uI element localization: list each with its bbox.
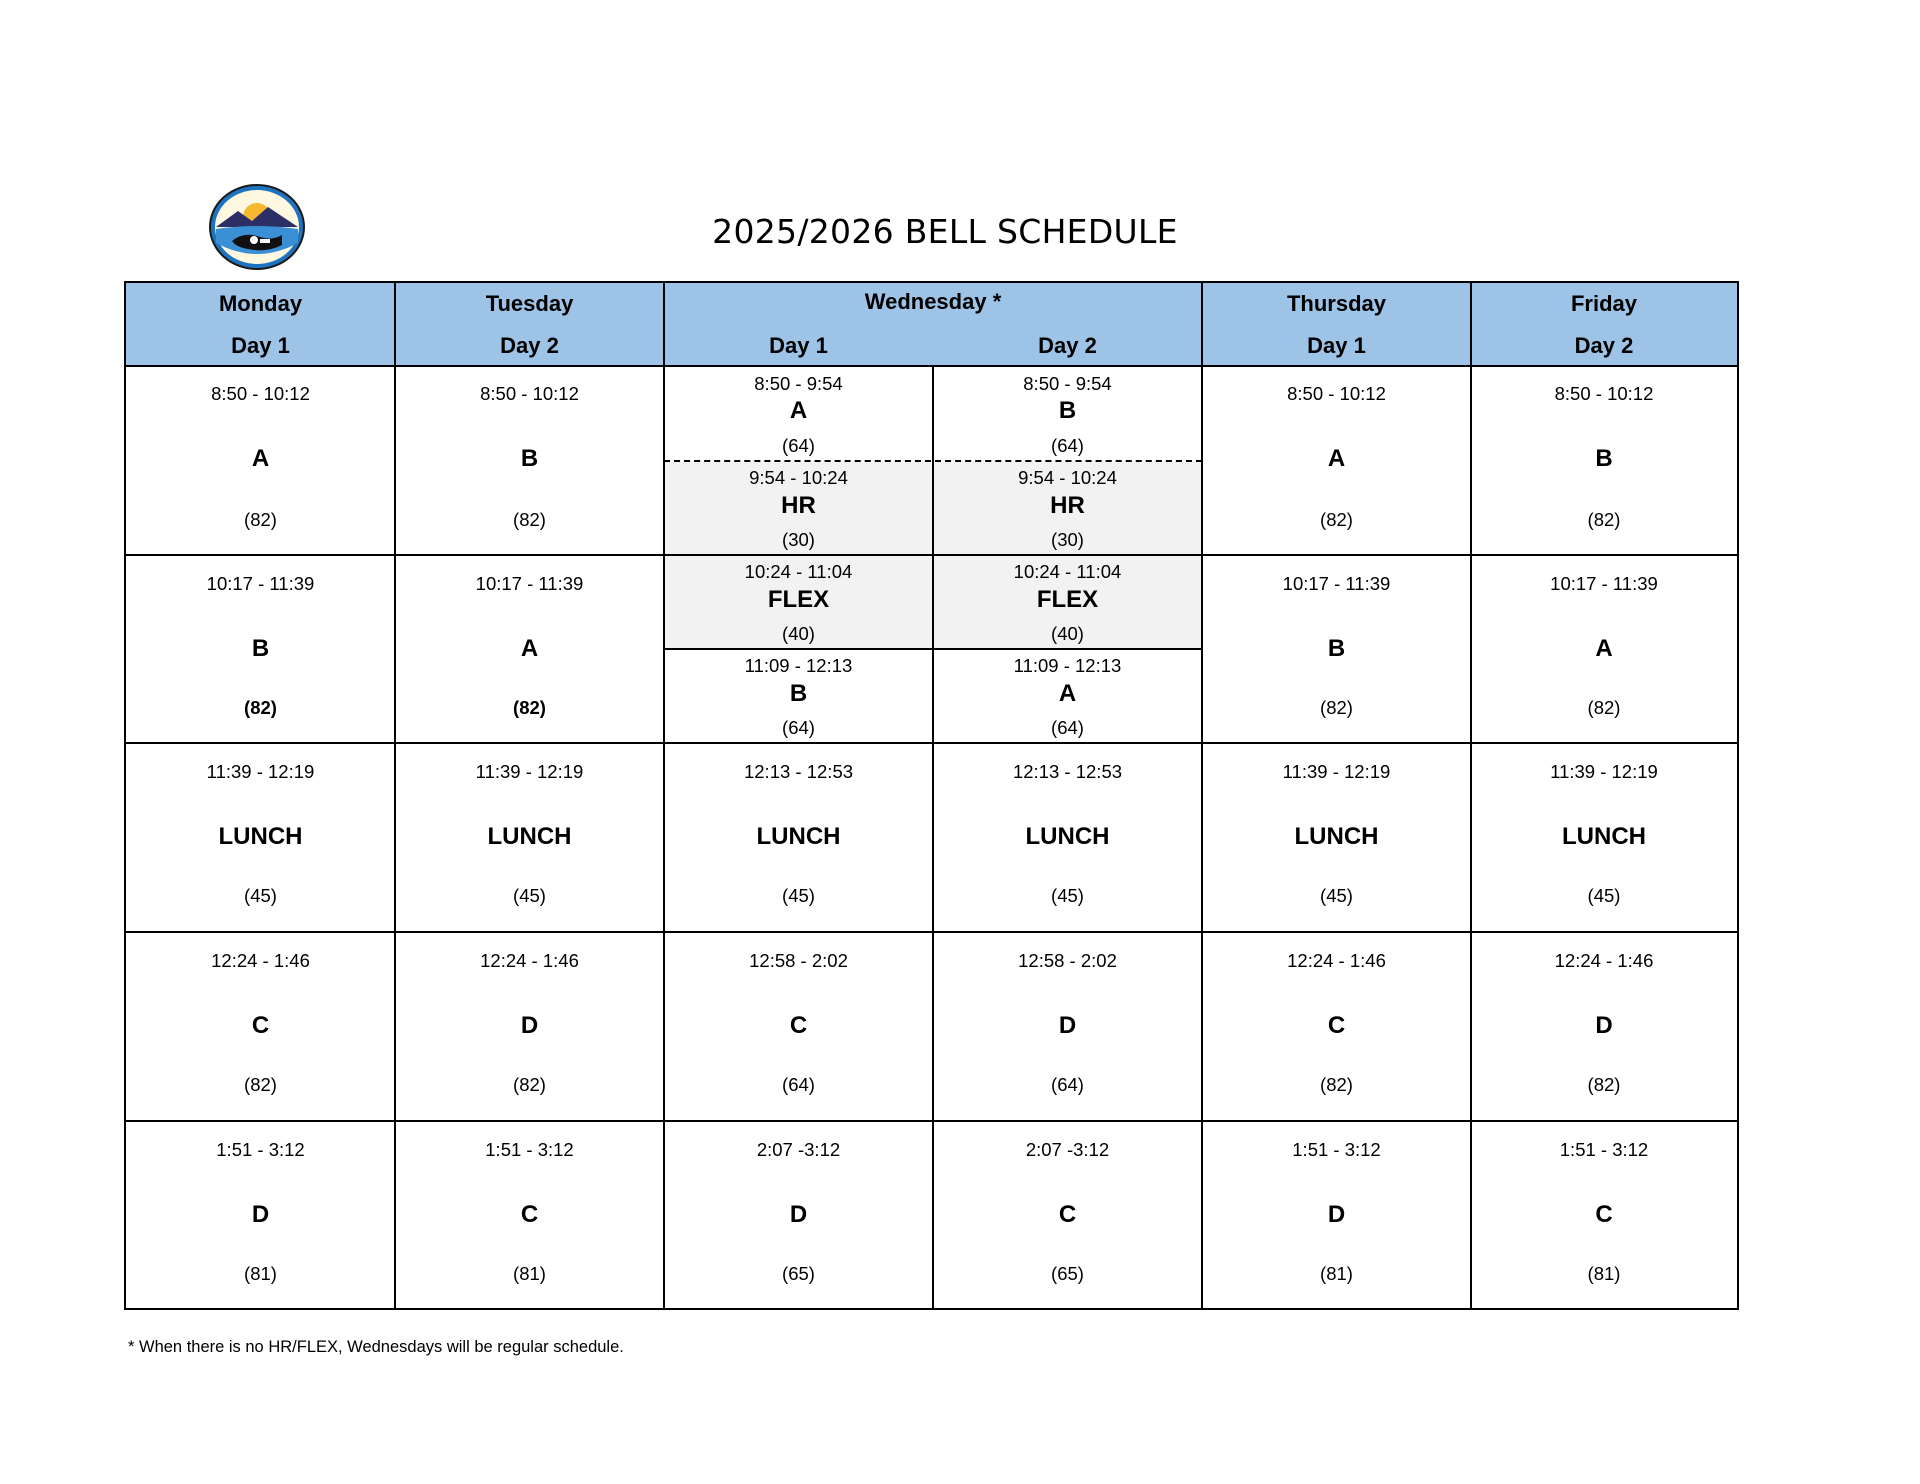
period-code: FLEX [767,586,830,613]
period-code: B [1327,635,1346,662]
period-minutes: (64) [782,717,815,738]
period-cell-wd1-r2 [664,743,933,932]
period-minutes: (81) [1587,1263,1621,1284]
period-cell-thu-r3 [1202,932,1471,1121]
period-minutes: (64) [782,435,815,456]
period-minutes: (82) [513,697,546,718]
bell-schedule-table [124,281,1739,1310]
period-minutes: (82) [1587,509,1621,530]
period-minutes: (81) [1320,1263,1353,1284]
period-cell-thu-r1 [1202,555,1471,743]
period-time: 11:09 - 12:13 [1013,655,1122,676]
grid-line [126,365,1737,367]
period-minutes: (45) [1320,885,1353,906]
period-code: C [520,1201,539,1228]
period-time: 1:51 - 3:12 [1559,1139,1649,1160]
period-minutes: (82) [1320,1074,1353,1095]
period-time: 2:07 -3:12 [1025,1139,1110,1160]
period-time: 2:07 -3:12 [756,1139,841,1160]
period-cell-fri-r3 [1471,932,1737,1121]
wed-day2-period-1 [933,367,1202,461]
period-minutes: (45) [513,885,546,906]
period-minutes: (64) [1051,435,1084,456]
period-code: LUNCH [218,823,303,850]
grid-line [663,283,665,1308]
wed-day1-homeroom [664,461,933,555]
period-cell-wd2-r2 [933,743,1202,932]
period-cell-thu-r4 [1202,1121,1471,1308]
period-code: B [789,680,808,707]
period-time: 11:09 - 12:13 [744,655,853,676]
period-time: 11:39 - 12:19 [1550,761,1658,782]
header-day-label: Thursday [1286,291,1387,316]
wed-day2-flex [933,555,1202,649]
period-time: 1:51 - 3:12 [1292,1139,1381,1160]
header-day-sub: Day 1 [769,333,828,358]
period-cell-wd1-r4 [664,1121,933,1308]
period-code: LUNCH [1025,823,1110,850]
period-code: C [251,1012,270,1039]
header-day-sub: Day 2 [500,333,559,358]
period-time: 9:54 - 10:24 [749,467,848,488]
period-time: 10:17 - 11:39 [1282,573,1391,594]
grid-line [932,365,934,1308]
header-tuesday [395,283,664,365]
period-cell-mon-r1 [126,555,395,743]
period-time: 8:50 - 10:12 [1554,383,1654,404]
period-minutes: (82) [244,509,277,530]
period-cell-mon-r3 [126,932,395,1121]
header-day-label: Monday [218,291,303,316]
period-time: 8:50 - 10:12 [1287,383,1386,404]
header-day-label: Friday [1570,291,1638,316]
period-cell-tue-r3 [395,932,664,1121]
header-day-label: Wednesday * [864,289,1002,314]
period-code: HR [1050,492,1085,519]
period-minutes: (30) [1051,529,1084,550]
period-code: A [520,635,539,662]
grid-line [1470,283,1472,1308]
period-code: D [1327,1201,1346,1228]
period-time: 12:58 - 2:02 [749,950,848,971]
header-day-sub: Day 1 [231,333,290,358]
period-minutes: (82) [1320,697,1353,718]
footnote: * When there is no HR/FLEX, Wednesdays will be regular schedule. [128,1338,624,1356]
period-time: 11:39 - 12:19 [475,761,584,782]
period-code: A [1327,445,1346,472]
period-time: 10:24 - 11:04 [1013,561,1122,582]
period-minutes: (82) [513,1074,546,1095]
wed-day2-period-2 [933,649,1202,743]
period-code: A [1058,680,1077,707]
period-cell-fri-r2 [1471,743,1737,932]
period-code: LUNCH [1294,823,1379,850]
period-code: B [1595,445,1613,472]
period-minutes: (45) [782,885,815,906]
wed-day1-flex [664,555,933,649]
period-code: D [1595,1012,1613,1039]
period-cell-mon-r2 [126,743,395,932]
grid-line [126,931,1737,933]
wed-day2-homeroom [933,461,1202,555]
period-minutes: (64) [1051,1074,1084,1095]
period-minutes: (82) [244,697,277,718]
header-thursday [1202,283,1471,365]
period-cell-fri-r4 [1471,1121,1737,1308]
period-minutes: (40) [1051,623,1084,644]
period-minutes: (30) [782,529,815,550]
period-code: A [251,445,270,472]
header-day-sub: Day 2 [1038,333,1097,358]
period-minutes: (45) [1587,885,1621,906]
period-time: 10:17 - 11:39 [206,573,315,594]
header-monday [126,283,395,365]
period-cell-tue-r1 [395,555,664,743]
period-time: 12:58 - 2:02 [1018,950,1117,971]
period-code: B [251,635,270,662]
period-time: 8:50 - 10:12 [211,383,310,404]
dashed-divider [664,460,1202,462]
school-crest-icon [208,183,306,271]
period-cell-thu-r0 [1202,367,1471,555]
period-cell-wd2-r3 [933,932,1202,1121]
header-day-label: Tuesday [485,291,574,316]
period-cell-fri-r1 [1471,555,1737,743]
period-code: LUNCH [1562,823,1646,850]
header-friday [1471,283,1737,365]
period-minutes: (64) [1051,717,1084,738]
header-day-sub: Day 2 [1574,333,1634,358]
grid-line [126,554,1737,556]
period-minutes: (65) [1051,1263,1084,1284]
page-title: 2025/2026 BELL SCHEDULE [712,212,1178,251]
period-code: D [789,1201,808,1228]
period-minutes: (82) [513,509,546,530]
period-time: 1:51 - 3:12 [216,1139,305,1160]
period-cell-wd2-r4 [933,1121,1202,1308]
period-code: C [1595,1201,1613,1228]
wed-day1-period-2 [664,649,933,743]
period-code: FLEX [1036,586,1099,613]
period-cell-mon-r0 [126,367,395,555]
period-time: 10:17 - 11:39 [475,573,584,594]
period-minutes: (65) [782,1263,815,1284]
period-minutes: (82) [1587,1074,1621,1095]
period-cell-mon-r4 [126,1121,395,1308]
period-minutes: (45) [244,885,277,906]
grid-line [664,648,1202,650]
period-minutes: (64) [782,1074,815,1095]
period-code: C [789,1012,808,1039]
school-logo [208,183,306,271]
grid-line [394,283,396,1308]
period-cell-fri-r0 [1471,367,1737,555]
period-code: D [1058,1012,1077,1039]
header-wednesday [664,283,1202,365]
wed-day1-period-1 [664,367,933,461]
period-code: LUNCH [756,823,841,850]
period-code: B [1058,397,1077,424]
period-minutes: (82) [1587,697,1621,718]
period-time: 12:24 - 1:46 [1554,950,1654,971]
period-time: 12:13 - 12:53 [1012,761,1123,782]
period-minutes: (82) [1320,509,1353,530]
period-time: 10:17 - 11:39 [1550,573,1658,594]
header-day-sub: Day 1 [1307,333,1366,358]
period-code: HR [781,492,816,519]
period-cell-wd1-r3 [664,932,933,1121]
period-time: 12:24 - 1:46 [480,950,579,971]
period-time: 12:13 - 12:53 [743,761,854,782]
period-cell-thu-r2 [1202,743,1471,932]
period-code: A [1595,635,1613,662]
period-minutes: (81) [244,1263,277,1284]
period-code: D [251,1201,270,1228]
period-time: 8:50 - 10:12 [480,383,579,404]
period-code: A [789,397,808,424]
period-minutes: (40) [782,623,815,644]
period-code: C [1058,1201,1077,1228]
period-minutes: (45) [1051,885,1084,906]
period-cell-tue-r4 [395,1121,664,1308]
period-time: 10:24 - 11:04 [744,561,853,582]
period-minutes: (82) [244,1074,277,1095]
period-minutes: (81) [513,1263,546,1284]
period-code: C [1327,1012,1346,1039]
period-cell-tue-r0 [395,367,664,555]
grid-line [126,742,1737,744]
period-time: 1:51 - 3:12 [485,1139,574,1160]
period-code: LUNCH [487,823,572,850]
period-time: 11:39 - 12:19 [206,761,315,782]
grid-line [126,1120,1737,1122]
grid-line [1201,283,1203,1308]
period-time: 8:50 - 9:54 [754,373,843,394]
period-time: 9:54 - 10:24 [1018,467,1117,488]
period-time: 11:39 - 12:19 [1282,761,1391,782]
period-cell-tue-r2 [395,743,664,932]
period-code: D [520,1012,539,1039]
period-time: 8:50 - 9:54 [1023,373,1112,394]
period-time: 12:24 - 1:46 [211,950,310,971]
period-code: B [520,445,539,472]
period-time: 12:24 - 1:46 [1287,950,1386,971]
